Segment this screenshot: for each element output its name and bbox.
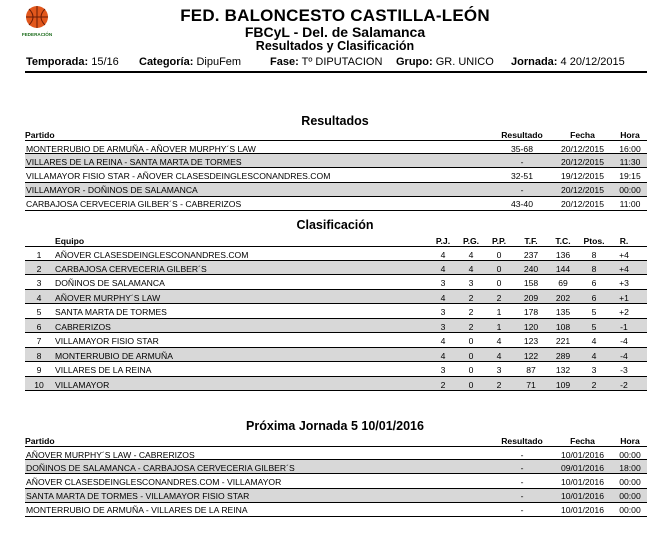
col-fecha: Fecha — [570, 130, 595, 140]
grupo-value: GR. UNICO — [435, 56, 494, 68]
clasificacion-table — [25, 234, 647, 391]
standing-points-for: 237 — [523, 250, 539, 260]
col-r: R. — [619, 236, 629, 246]
match-result: - — [520, 185, 524, 196]
match-row — [25, 183, 647, 197]
col-pg: P.G. — [462, 236, 480, 246]
match-date: 09/01/2016 — [560, 462, 604, 473]
proxima-header-row — [25, 434, 647, 446]
jornada-value: 4 — [560, 56, 567, 68]
standing-points-against: 221 — [555, 336, 571, 346]
col-partido: Partido — [25, 436, 55, 446]
standing-ratio: -4 — [620, 350, 628, 361]
standing-won: 0 — [468, 379, 474, 390]
match-row — [25, 489, 647, 503]
standing-lost: 3 — [496, 365, 502, 375]
col-ptos: Ptos. — [583, 236, 605, 246]
standing-row — [25, 290, 647, 305]
standing-played: 3 — [440, 321, 446, 332]
match-time: 00:00 — [619, 491, 641, 502]
standing-won: 0 — [468, 350, 474, 361]
standing-lost: 1 — [496, 321, 502, 332]
match-date: 10/01/2016 — [560, 476, 604, 487]
standing-points-against: 289 — [555, 350, 571, 361]
standing-ratio: +2 — [619, 307, 629, 317]
match-date: 10/01/2016 — [560, 449, 604, 460]
standing-row — [25, 261, 647, 276]
jornada-label: Jornada: — [511, 56, 558, 68]
standing-won: 2 — [468, 307, 474, 317]
standing-position: 4 — [36, 292, 42, 303]
federation-title: FED. BALONCESTO CASTILLA-LEÓN — [180, 6, 490, 25]
standing-lost: 0 — [496, 278, 502, 288]
standing-points: 6 — [591, 292, 597, 303]
standing-lost: 4 — [496, 350, 502, 361]
standing-points-against: 135 — [555, 307, 571, 317]
standing-position: 9 — [36, 365, 42, 375]
match-date: 19/12/2015 — [560, 170, 604, 181]
standing-points: 6 — [591, 278, 597, 288]
grupo-label: Grupo: — [396, 56, 433, 68]
standing-points-against: 202 — [555, 292, 571, 303]
standing-ratio: +4 — [619, 263, 629, 274]
standing-team: VILLAMAYOR FISIO STAR — [55, 336, 159, 346]
match-time: 18:00 — [619, 462, 641, 473]
standing-points: 4 — [591, 336, 597, 346]
standing-row — [25, 304, 647, 319]
standing-played: 4 — [440, 263, 446, 274]
standing-team: AÑOVER CLASESDEINGLESCONANDRES.COM — [55, 250, 249, 260]
match-result: - — [520, 462, 524, 473]
standing-points-for: 240 — [523, 263, 539, 274]
standing-team: CABRERIZOS — [55, 321, 111, 332]
match-date: 20/12/2015 — [560, 199, 604, 210]
standing-won: 3 — [468, 278, 474, 288]
match-teams: AÑOVER CLASESDEINGLESCONANDRES.COM - VILLAMAYOR — [26, 476, 282, 487]
header-rule — [25, 71, 647, 73]
col-pp: P.P. — [491, 236, 507, 246]
standing-lost: 2 — [496, 292, 502, 303]
standing-points-for: 123 — [523, 336, 539, 346]
match-result: - — [520, 449, 524, 460]
standing-position: 10 — [34, 379, 44, 390]
page-subtitle: Resultados y Clasificación — [255, 39, 415, 53]
match-date: 20/12/2015 — [560, 143, 604, 154]
standing-ratio: +1 — [619, 292, 629, 303]
standing-played: 3 — [440, 365, 446, 375]
match-result: 43-40 — [511, 199, 533, 210]
temporada-label: Temporada: — [26, 56, 89, 68]
standing-points-for: 158 — [523, 278, 539, 288]
clasificacion-title: Clasificación — [296, 218, 374, 232]
standing-lost: 1 — [496, 307, 502, 317]
standing-played: 3 — [440, 278, 446, 288]
standing-position: 8 — [36, 350, 42, 361]
match-teams: AÑOVER MURPHY´S LAW - CABRERIZOS — [26, 449, 195, 460]
standing-position: 5 — [36, 307, 42, 317]
standing-points-against: 132 — [555, 365, 571, 375]
match-result: 32-51 — [511, 170, 533, 181]
standing-ratio: +4 — [619, 250, 629, 260]
categoria-value: DipuFem — [196, 56, 242, 68]
proxima-title: Próxima Jornada 5 10/01/2016 — [246, 419, 424, 433]
standing-won: 2 — [468, 292, 474, 303]
col-hora: Hora — [620, 436, 640, 446]
standing-ratio: -1 — [620, 321, 628, 332]
fase-value: Tº DIPUTACION — [301, 56, 383, 68]
match-row — [25, 446, 647, 460]
standing-points-for: 87 — [526, 365, 536, 375]
resultados-header-row — [25, 128, 647, 140]
standing-points-for: 178 — [523, 307, 539, 317]
match-date: 10/01/2016 — [560, 505, 604, 516]
resultados-table — [25, 128, 647, 211]
standing-row — [25, 333, 647, 348]
standing-ratio: -4 — [620, 336, 628, 346]
col-equipo: Equipo — [55, 236, 85, 246]
proxima-table — [25, 434, 647, 517]
standing-row — [25, 362, 647, 377]
match-teams: VILLARES DE LA REINA - SANTA MARTA DE TORMES — [26, 156, 242, 167]
standing-position: 1 — [36, 250, 42, 260]
col-fecha: Fecha — [570, 436, 595, 446]
standing-team: AÑOVER MURPHY´S LAW — [55, 292, 161, 303]
standing-won: 4 — [468, 250, 474, 260]
standing-team: CARBAJOSA CERVECERIA GILBER´S — [55, 263, 207, 274]
standing-played: 4 — [440, 250, 446, 260]
match-time: 11:30 — [619, 156, 641, 167]
standing-position: 2 — [36, 263, 42, 274]
match-teams: VILLAMAYOR - DOÑINOS DE SALAMANCA — [26, 185, 198, 196]
standing-row — [25, 246, 647, 261]
standing-played: 4 — [440, 292, 446, 303]
standing-points-against: 136 — [555, 250, 571, 260]
resultados-title: Resultados — [301, 114, 369, 128]
standing-ratio: -3 — [620, 365, 628, 375]
standing-team: VILLARES DE LA REINA — [55, 365, 152, 375]
match-time: 00:00 — [619, 505, 641, 516]
standing-points: 8 — [591, 263, 597, 274]
standing-position: 3 — [36, 278, 42, 288]
standing-points-for: 71 — [526, 379, 536, 390]
standing-played: 4 — [440, 336, 446, 346]
jornada-date: 20/12/2015 — [569, 56, 625, 68]
match-time: 16:00 — [619, 143, 641, 154]
standing-points-against: 69 — [558, 278, 568, 288]
col-resultado: Resultado — [501, 436, 543, 446]
logo-caption: FEDERACIÓN — [22, 32, 52, 37]
match-row — [25, 140, 647, 154]
standing-played: 2 — [440, 379, 446, 390]
standing-points: 5 — [591, 307, 597, 317]
standing-played: 3 — [440, 307, 446, 317]
col-tc: T.C. — [555, 236, 571, 246]
standing-team: DOÑINOS DE SALAMANCA — [55, 278, 165, 288]
col-tf: T.F. — [524, 236, 538, 246]
standing-row — [25, 348, 647, 363]
standing-points-against: 108 — [555, 321, 571, 332]
standing-points-for: 209 — [523, 292, 539, 303]
standing-won: 0 — [468, 336, 474, 346]
standing-lost: 2 — [496, 379, 502, 390]
match-teams: SANTA MARTA DE TORMES - VILLAMAYOR FISIO STAR — [26, 491, 250, 502]
match-row — [25, 197, 647, 211]
match-time: 00:00 — [619, 185, 641, 196]
standing-lost: 4 — [496, 336, 502, 346]
match-teams: DOÑINOS DE SALAMANCA - CARBAJOSA CERVECERIA GILBER´S — [26, 462, 295, 473]
clasificacion-header-row — [25, 234, 647, 246]
standing-position: 6 — [36, 321, 42, 332]
standing-team: SANTA MARTA DE TORMES — [55, 307, 167, 317]
delegation-title: FBCyL - Del. de Salamanca — [244, 24, 426, 40]
match-result: - — [520, 505, 524, 516]
match-row — [25, 474, 647, 488]
standing-points-against: 109 — [555, 379, 571, 390]
match-result: - — [520, 476, 524, 487]
col-pj: P.J. — [435, 236, 451, 246]
match-row — [25, 168, 647, 182]
standing-points: 3 — [591, 365, 597, 375]
col-partido: Partido — [25, 130, 55, 140]
col-hora: Hora — [620, 130, 640, 140]
match-result: 35-68 — [511, 143, 533, 154]
standing-row — [25, 275, 647, 290]
standing-team: VILLAMAYOR — [55, 379, 110, 390]
standing-points-against: 144 — [555, 263, 571, 274]
standing-points-for: 120 — [523, 321, 539, 332]
match-result: - — [520, 156, 524, 167]
standing-position: 7 — [36, 336, 42, 346]
match-time: 19:15 — [619, 170, 641, 181]
categoria-label: Categoría: — [139, 56, 194, 68]
standing-lost: 0 — [496, 250, 502, 260]
standing-lost: 0 — [496, 263, 502, 274]
standing-points: 5 — [591, 321, 597, 332]
standing-won: 2 — [468, 321, 474, 332]
match-teams: MONTERRUBIO DE ARMUÑA - VILLARES DE LA REINA — [26, 505, 248, 516]
match-time: 00:00 — [619, 449, 641, 460]
temporada-value: 15/16 — [91, 56, 119, 68]
match-row — [25, 503, 647, 517]
standing-points-for: 122 — [523, 350, 539, 361]
fase-label: Fase: — [270, 56, 299, 68]
standing-row — [25, 319, 647, 334]
match-row — [25, 154, 647, 168]
match-date: 20/12/2015 — [560, 156, 604, 167]
match-result: - — [520, 491, 524, 502]
match-time: 00:00 — [619, 476, 641, 487]
standing-ratio: -2 — [620, 379, 628, 390]
match-date: 20/12/2015 — [560, 185, 604, 196]
match-teams: VILLAMAYOR FISIO STAR - AÑOVER CLASESDEINGLESCONANDRES.COM — [26, 170, 331, 181]
standing-points: 2 — [591, 379, 597, 390]
standing-won: 4 — [468, 263, 474, 274]
match-date: 10/01/2016 — [560, 491, 604, 502]
match-row — [25, 460, 647, 474]
standing-team: MONTERRUBIO DE ARMUÑA — [55, 350, 173, 361]
standing-points: 4 — [591, 350, 597, 361]
match-teams: MONTERRUBIO DE ARMUÑA - AÑOVER MURPHY´S LAW — [26, 143, 256, 154]
standing-won: 0 — [468, 365, 474, 375]
match-teams: CARBAJOSA CERVECERIA GILBER´S - CABRERIZOS — [26, 199, 242, 210]
standing-played: 4 — [440, 350, 446, 361]
match-time: 11:00 — [619, 199, 641, 210]
standing-points: 8 — [591, 250, 597, 260]
standing-row — [25, 377, 647, 392]
standing-ratio: +3 — [619, 278, 629, 288]
col-resultado: Resultado — [501, 130, 543, 140]
